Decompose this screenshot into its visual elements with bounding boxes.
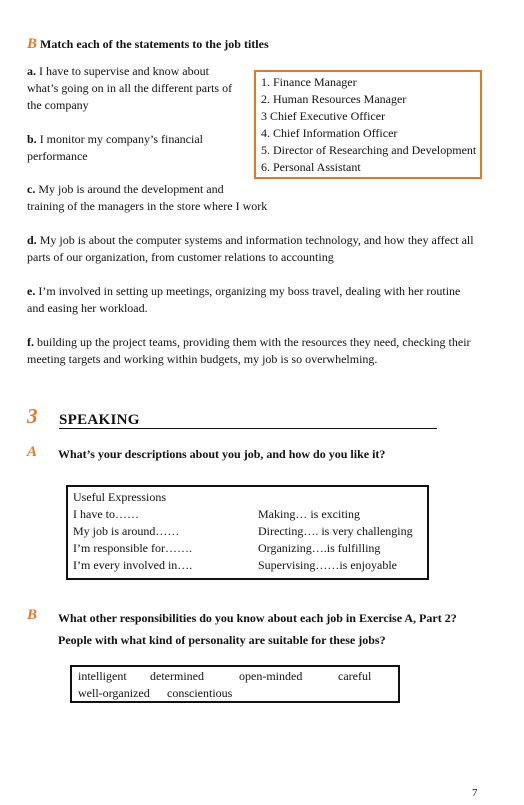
expression-right: Making… is exciting <box>258 507 360 521</box>
statement-line: what’s going on in all the different parts of <box>27 81 233 95</box>
job-title-item: 2. Human Resources Manager <box>261 92 407 106</box>
expression-right: Organizing….is fulfilling <box>258 541 381 555</box>
job-title-item: 4. Chief Information Officer <box>261 126 398 140</box>
personality-word: intelligent <box>78 669 127 683</box>
statement-label: b. <box>27 132 37 146</box>
expression-right: Directing…. is very challenging <box>258 524 413 538</box>
personality-word: determined <box>150 669 204 683</box>
job-title-item: 5. Director of Researching and Development <box>261 143 477 157</box>
statement-d <box>27 232 497 266</box>
expression-right: Supervising……is enjoyable <box>258 558 397 572</box>
page-number: 7 <box>472 787 478 799</box>
statement-label: d. <box>27 233 37 247</box>
statement-c <box>27 181 479 215</box>
section-title-underline <box>59 428 437 429</box>
statement-a <box>27 63 247 114</box>
speaking-a-letter: A <box>27 444 38 460</box>
statement-line: building up the project teams, providing them with the resources they need, checking their <box>37 335 471 349</box>
statement-line: training of the managers in the store where I work <box>27 199 268 213</box>
statement-line: and easing her workload. <box>27 301 148 315</box>
expression-left: My job is around…… <box>73 524 180 538</box>
personality-words-box <box>70 665 400 703</box>
personality-word: open-minded <box>239 669 303 683</box>
statement-label: f. <box>27 335 34 349</box>
statement-f <box>27 334 497 368</box>
part-b-letter: B <box>27 36 38 52</box>
statement-line: I monitor my company’s financial <box>39 132 203 146</box>
statement-line: performance <box>27 149 88 163</box>
part-b-heading-text: Match each of the statements to the job titles <box>40 37 269 51</box>
statement-b <box>27 131 247 165</box>
statement-e <box>27 283 497 317</box>
personality-word: conscientious <box>167 686 233 700</box>
speaking-b-question-2: People with what kind of personality are suitable for these jobs? <box>58 633 386 647</box>
job-title-item: 6. Personal Assistant <box>261 160 361 174</box>
job-title-item: 3 Chief Executive Officer <box>261 109 386 123</box>
statement-line: parts of our organization, from customer relations to accounting <box>27 250 334 264</box>
statement-line: My job is around the development and <box>38 182 224 196</box>
useful-expressions-box <box>66 485 429 580</box>
statement-label: c. <box>27 182 36 196</box>
section-number: 3 <box>27 404 38 428</box>
job-title-item: 1. Finance Manager <box>261 75 357 89</box>
statement-line: the company <box>27 98 89 112</box>
statement-line: My job is about the computer systems and information technology, and how they affect all <box>39 233 474 247</box>
statement-line: I have to supervise and know about <box>39 64 209 78</box>
statement-label: e. <box>27 284 36 298</box>
section-title: SPEAKING <box>59 412 140 428</box>
expression-left: I’m responsible for……. <box>73 541 192 555</box>
expression-left: I’m every involved in…. <box>73 558 193 572</box>
statement-line: meeting targets and working within budgets, my job is so overwhelming. <box>27 352 378 366</box>
statement-label: a. <box>27 64 36 78</box>
expression-left: I have to…… <box>73 507 139 521</box>
personality-word: careful <box>338 669 372 683</box>
personality-word: well-organized <box>78 686 150 700</box>
job-titles-box <box>254 70 482 179</box>
speaking-b-letter: B <box>27 607 38 623</box>
speaking-b-question-1: What other responsibilities do you know about each job in Exercise A, Part 2? <box>58 611 457 625</box>
part-b-heading <box>27 36 269 53</box>
speaking-a-question: What’s your descriptions about you job, and how do you like it? <box>58 447 386 461</box>
statement-line: I’m involved in setting up meetings, organizing my boss travel, dealing with her routine <box>38 284 461 298</box>
useful-expressions-title: Useful Expressions <box>73 490 166 504</box>
